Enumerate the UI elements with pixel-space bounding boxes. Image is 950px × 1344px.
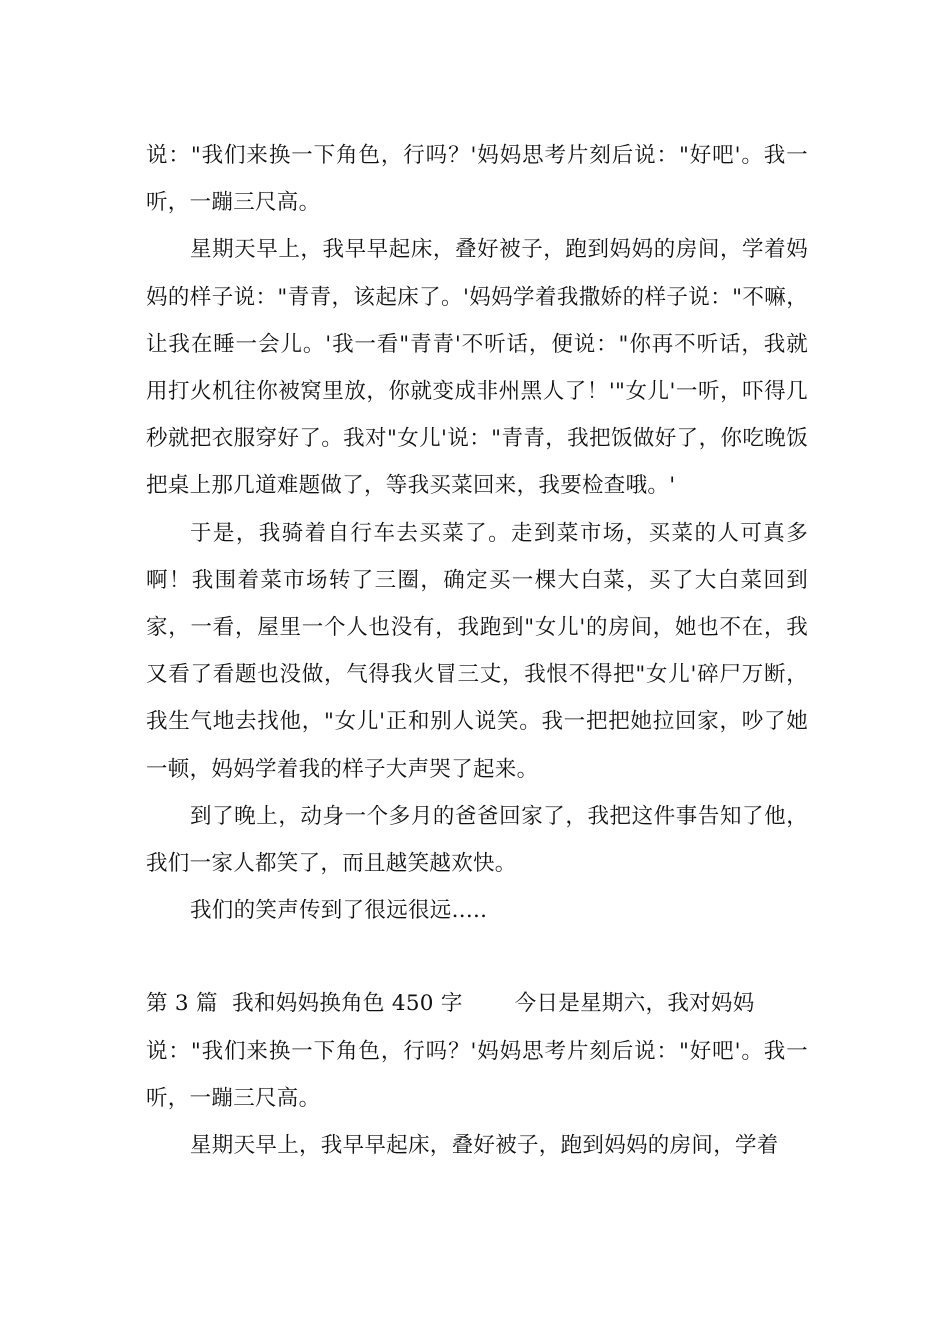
paragraph-continuation: 说："我们来换一下角色，行吗？'妈妈思考片刻后说："好吧'。我一听，一蹦三尺高。 [146,143,808,216]
document-body [146,132,808,1169]
paragraph-sunday-morning: 星期天早上，我早早起床，叠好被子，跑到妈妈的房间，学着妈妈的样子说："青青，该起床了。'妈妈学着我撒娇的样子说："不嘛，让我在睡一会儿。'我一看"青青'不听话，便说："你再不听话，我就用打火机往你被窝里放，你就变成非州黑人了！'"女儿'一听，吓得几秒就把衣服穿好了。我对"女儿'说："青青，我把饭做好了，你吃晚饭把桌上那几道难题做了，等我买菜回来，我要检查哦。' [146,237,808,499]
section-gap [146,934,808,980]
section-3-paragraph-2: 星期天早上，我早早起床，叠好被子，跑到妈妈的房间，学着 [190,1133,779,1159]
section-3-heading-line [146,980,808,1027]
section-3-title: 第 3 篇 我和妈妈换角色 450 字 [146,991,463,1017]
section-3-paragraph-1: 说："我们来换一下角色，行吗？'妈妈思考片刻后说："好吧'。我一听，一蹦三尺高。 [146,1038,808,1111]
paragraph-evening: 到了晚上，动身一个多月的爸爸回家了，我把这件事告知了他，我们一家人都笑了，而且越笑越欢快。 [146,803,808,877]
section-3-intro: 今日是星期六，我对妈妈 [514,991,755,1017]
paragraph-laughter: 我们的笑声传到了很远很远..... [190,898,488,924]
paragraph-market: 于是，我骑着自行车去买菜了。走到菜市场，买菜的人可真多啊！我围着菜市场转了三圈，确定买一棵大白菜，买了大白菜回到家，一看，屋里一个人也没有，我跑到"女儿'的房间，她也不在，我又看了看题也没做，气得我火冒三丈，我恨不得把"女儿'碎尸万断，我生气地去找他，"女儿'正和别人说笑。我一把把她拉回家，吵了她一顿，妈妈学着我的样子大声哭了起来。 [146,520,808,782]
